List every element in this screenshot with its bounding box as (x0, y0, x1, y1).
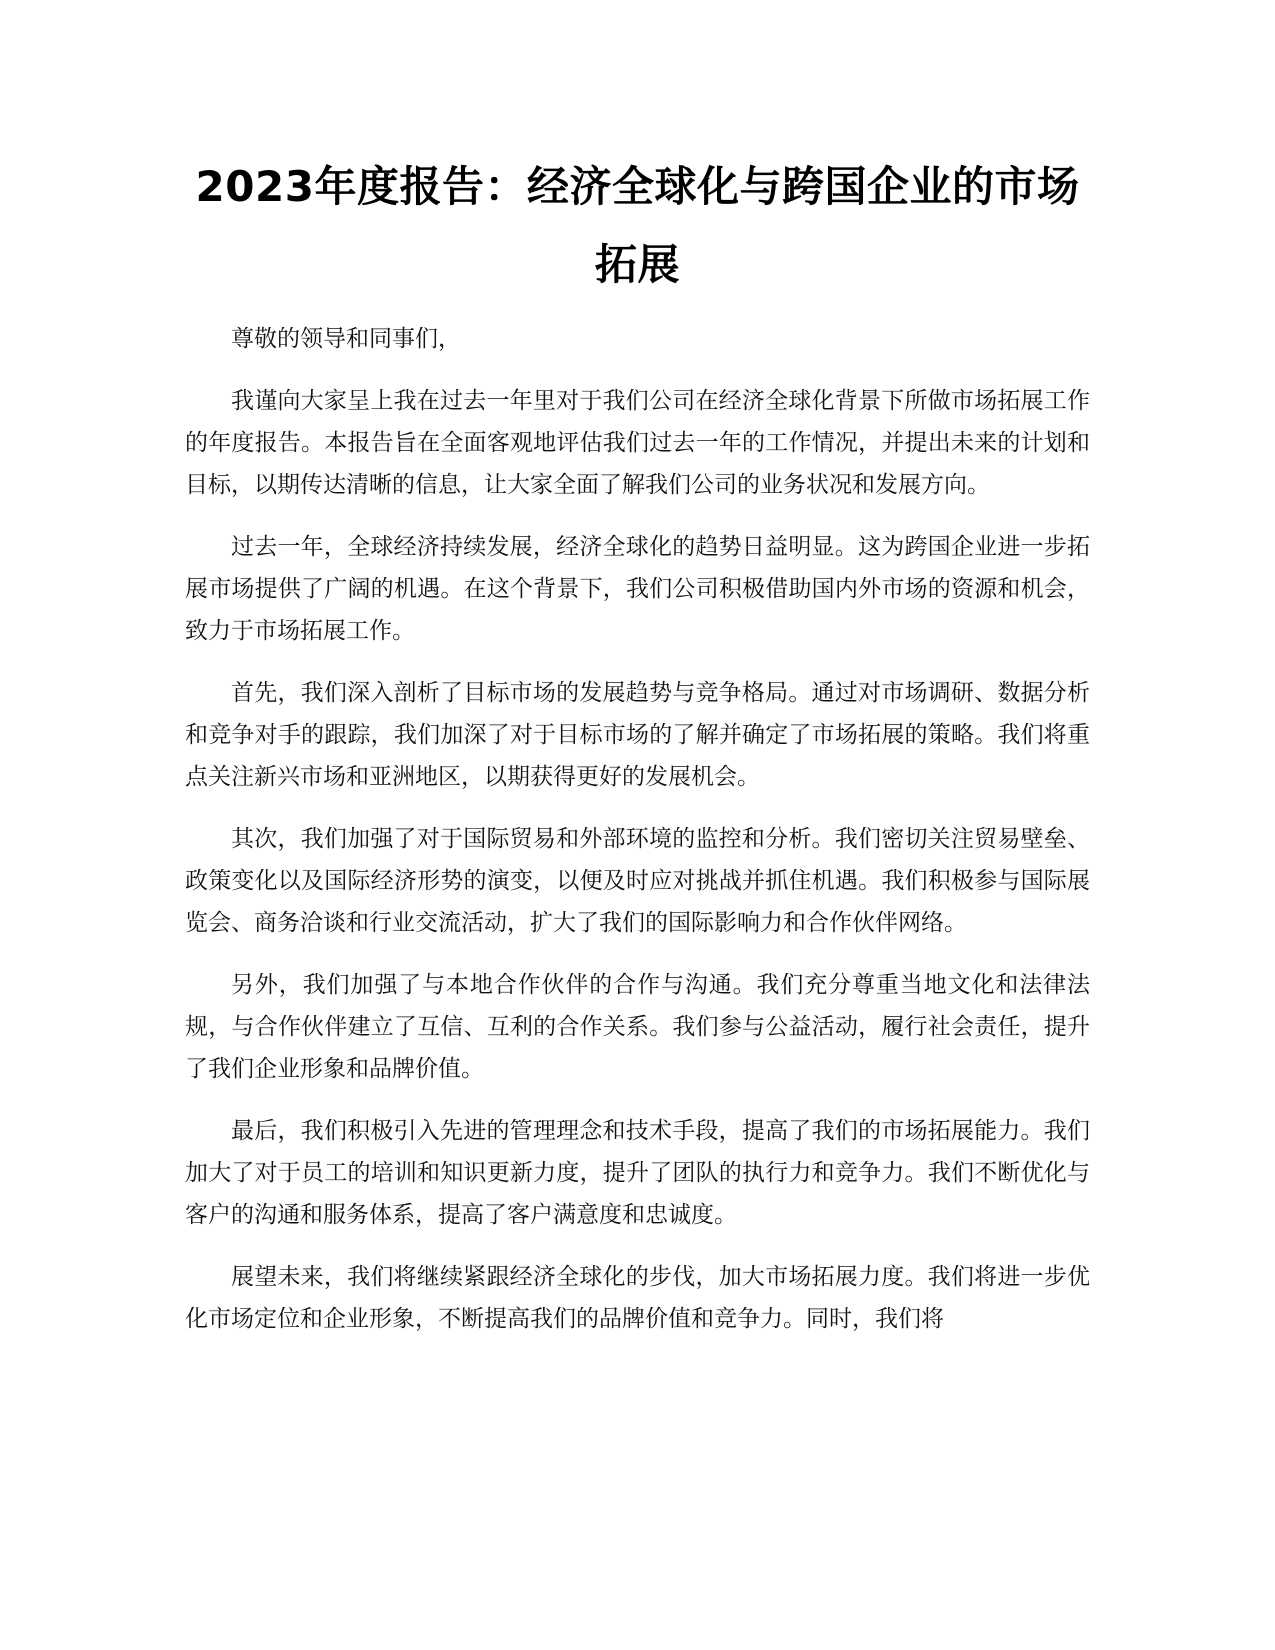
document-body (185, 318, 1090, 1360)
paragraph-market-analysis: 首先，我们深入剖析了目标市场的发展趋势与竞争格局。通过对市场调研、数据分析和竞争对手的跟踪，我们加深了对于目标市场的了解并确定了市场拓展的策略。我们将重点关注新兴市场和亚洲地区，以期获得更好的发展机会。 (185, 680, 1090, 790)
paragraph-background: 过去一年，全球经济持续发展，经济全球化的趋势日益明显。这为跨国企业进一步拓展市场提供了广阔的机遇。在这个背景下，我们公司积极借助国内外市场的资源和机会，致力于市场拓展工作。 (185, 534, 1090, 644)
salutation: 尊敬的领导和同事们， (231, 326, 461, 352)
paragraph-local-partners: 另外，我们加强了与本地合作伙伴的合作与沟通。我们充分尊重当地文化和法律法规，与合作伙伴建立了互信、互利的合作关系。我们参与公益活动，履行社会责任，提升了我们企业形象和品牌价值。 (185, 972, 1090, 1082)
paragraph-intro: 我谨向大家呈上我在过去一年里对于我们公司在经济全球化背景下所做市场拓展工作的年度报告。本报告旨在全面客观地评估我们过去一年的工作情况，并提出未来的计划和目标，以期传达清晰的信息，让大家全面了解我们公司的业务状况和发展方向。 (185, 388, 1090, 498)
paragraph-management: 最后，我们积极引入先进的管理理念和技术手段，提高了我们的市场拓展能力。我们加大了对于员工的培训和知识更新力度，提升了团队的执行力和竞争力。我们不断优化与客户的沟通和服务体系，提高了客户满意度和忠诚度。 (185, 1118, 1090, 1228)
document-title: 2023年度报告：经济全球化与跨国企业的市场拓展 (195, 162, 1080, 289)
paragraph-outlook: 展望未来，我们将继续紧跟经济全球化的步伐，加大市场拓展力度。我们将进一步优化市场定位和企业形象，不断提高我们的品牌价值和竞争力。同时，我们将 (185, 1264, 1090, 1332)
paragraph-trade-monitoring: 其次，我们加强了对于国际贸易和外部环境的监控和分析。我们密切关注贸易壁垒、政策变化以及国际经济形势的演变，以便及时应对挑战并抓住机遇。我们积极参与国际展览会、商务洽谈和行业交流活动，扩大了我们的国际影响力和合作伙伴网络。 (185, 826, 1090, 936)
